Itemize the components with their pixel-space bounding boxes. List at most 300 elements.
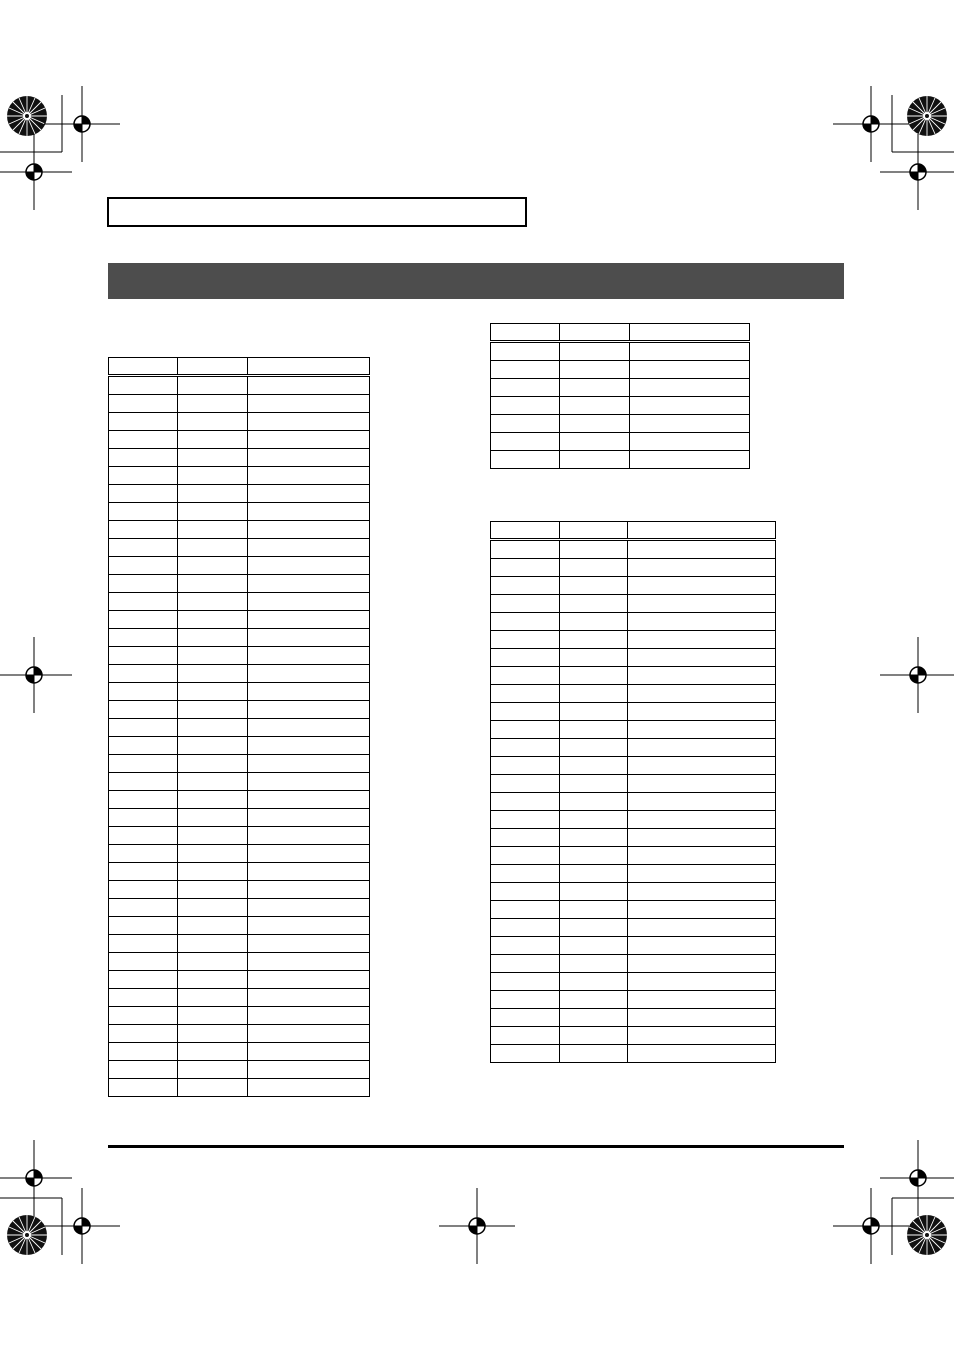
table-row [491,685,776,703]
left-data-table [108,357,370,1097]
table-row [109,809,370,827]
table-row [491,540,776,559]
table-cell [560,559,628,577]
table-cell [178,413,248,431]
table-cell [248,376,370,395]
table-cell [178,701,248,719]
table-cell [491,793,560,811]
table-cell [178,503,248,521]
table-cell [248,953,370,971]
table-cell [178,827,248,845]
table-cell [560,847,628,865]
table-cell [178,1025,248,1043]
table-cell [178,917,248,935]
table-cell [178,935,248,953]
table-cell [248,701,370,719]
table-header-cell [628,522,776,540]
table-header-cell [491,324,560,342]
table-cell [248,395,370,413]
table-cell [178,989,248,1007]
table-cell [248,845,370,863]
table-cell [560,739,628,757]
table-cell [491,973,560,991]
table-row [491,1045,776,1063]
table-row [491,757,776,775]
table-row [109,881,370,899]
table-cell [628,703,776,721]
table-row [491,361,750,379]
table-cell [628,991,776,1009]
table-cell [248,719,370,737]
table-cell [178,431,248,449]
table-cell [491,649,560,667]
table-cell [491,865,560,883]
table-cell [491,757,560,775]
table-row [491,793,776,811]
table-row [109,1025,370,1043]
table-header-cell [248,358,370,376]
table-cell [560,685,628,703]
table-cell [178,881,248,899]
table-cell [248,1007,370,1025]
table-cell [248,1079,370,1097]
table-cell [178,395,248,413]
table-cell [560,937,628,955]
table-cell [560,775,628,793]
table-cell [178,1043,248,1061]
table-row [109,521,370,539]
table-cell [178,1061,248,1079]
table-cell [560,865,628,883]
table-cell [491,631,560,649]
table-row [491,559,776,577]
table-cell [491,595,560,613]
table-cell [630,397,750,415]
table-cell [628,973,776,991]
table-row [109,683,370,701]
table-row [491,703,776,721]
table-row [491,811,776,829]
table-cell [109,521,178,539]
table-row [491,415,750,433]
table-cell [560,379,630,397]
table-cell [178,665,248,683]
table-cell [109,665,178,683]
table-cell [109,827,178,845]
table-row [491,865,776,883]
table-row [491,1009,776,1027]
table-cell [628,937,776,955]
table-cell [178,539,248,557]
table-cell [491,901,560,919]
table-cell [560,883,628,901]
table-row [109,791,370,809]
table-cell [560,829,628,847]
table-cell [248,665,370,683]
table-cell [560,973,628,991]
table-cell [109,899,178,917]
table-cell [248,917,370,935]
table-cell [109,791,178,809]
table-row [491,919,776,937]
table-cell [178,611,248,629]
table-cell [178,971,248,989]
table-row [491,1027,776,1045]
table-cell [178,593,248,611]
table-cell [178,953,248,971]
table-row [109,665,370,683]
table-cell [178,485,248,503]
table-header-cell [109,358,178,376]
table-cell [630,451,750,469]
table-cell [248,539,370,557]
table-row [491,721,776,739]
table-row [491,577,776,595]
table-cell [109,593,178,611]
table-cell [560,703,628,721]
table-cell [491,342,560,361]
table-row [491,955,776,973]
table-row [491,991,776,1009]
table-row [109,1043,370,1061]
table-cell [109,935,178,953]
table-cell [560,415,630,433]
table-row [491,901,776,919]
table-cell [178,467,248,485]
table-row [109,376,370,395]
table-cell [109,376,178,395]
table-row [109,629,370,647]
table-cell [248,503,370,521]
table-cell [628,847,776,865]
table-cell [109,1025,178,1043]
table-cell [109,683,178,701]
table-cell [109,647,178,665]
table-header-cell [491,522,560,540]
table-cell [109,971,178,989]
table-cell [630,379,750,397]
table-cell [248,863,370,881]
table-header-cell [178,358,248,376]
table-cell [178,629,248,647]
table-cell [109,719,178,737]
table-cell [491,883,560,901]
table-cell [491,361,560,379]
table-cell [178,755,248,773]
table-cell [248,485,370,503]
table-row [109,1079,370,1097]
table-cell [630,415,750,433]
table-cell [560,631,628,649]
table-cell [560,342,630,361]
table-cell [628,1027,776,1045]
table-cell [560,649,628,667]
table-row [109,1061,370,1079]
table-cell [560,397,630,415]
table-cell [248,971,370,989]
table-cell [248,557,370,575]
table-row [109,557,370,575]
table-cell [560,1027,628,1045]
table-cell [491,559,560,577]
table-cell [109,395,178,413]
table-cell [628,793,776,811]
table-cell [109,431,178,449]
table-row [491,595,776,613]
table-cell [248,413,370,431]
table-row [109,575,370,593]
table-header-row [491,324,750,342]
table-cell [109,413,178,431]
table-cell [628,955,776,973]
table-cell [178,1079,248,1097]
table-cell [560,757,628,775]
table-cell [109,1007,178,1025]
table-cell [109,701,178,719]
table-cell [178,737,248,755]
table-cell [560,1045,628,1063]
table-cell [628,721,776,739]
table-cell [560,595,628,613]
table-cell [628,649,776,667]
table-cell [109,539,178,557]
chapter-header-box [107,197,527,227]
table-cell [491,937,560,955]
table-cell [491,721,560,739]
table-cell [109,773,178,791]
table-cell [560,667,628,685]
table-cell [109,917,178,935]
table-row [109,719,370,737]
table-cell [248,629,370,647]
table-row [491,379,750,397]
table-cell [630,433,750,451]
table-cell [628,757,776,775]
table-row [109,701,370,719]
table-cell [560,901,628,919]
table-row [491,883,776,901]
table-cell [109,557,178,575]
table-cell [560,793,628,811]
section-title-bar [108,263,844,299]
table-cell [178,449,248,467]
table-cell [248,899,370,917]
table-cell [491,685,560,703]
table-cell [248,791,370,809]
table-cell [628,775,776,793]
table-cell [491,379,560,397]
table-cell [560,540,628,559]
table-cell [560,991,628,1009]
table-cell [628,540,776,559]
table-cell [248,521,370,539]
table-row [491,342,750,361]
table-cell [248,611,370,629]
table-row [491,631,776,649]
table-row [491,937,776,955]
table-cell [109,1061,178,1079]
table-cell [491,829,560,847]
table-cell [628,865,776,883]
table-row [491,433,750,451]
table-cell [109,503,178,521]
table-row [109,647,370,665]
table-cell [178,791,248,809]
table-row [109,593,370,611]
table-cell [628,667,776,685]
table-cell [178,773,248,791]
table-cell [630,342,750,361]
table-cell [109,881,178,899]
table-cell [628,631,776,649]
footer-rule [108,1145,844,1148]
table-row [109,899,370,917]
table-cell [628,1009,776,1027]
table-cell [109,863,178,881]
table-cell [178,1007,248,1025]
table-row [109,539,370,557]
table-cell [248,1025,370,1043]
table-cell [109,989,178,1007]
table-cell [491,955,560,973]
table-row [109,413,370,431]
table-cell [628,577,776,595]
table-cell [109,629,178,647]
table-cell [628,613,776,631]
table-cell [560,955,628,973]
table-cell [491,847,560,865]
table-cell [628,883,776,901]
table-cell [628,739,776,757]
table-cell [491,1045,560,1063]
table-row [109,773,370,791]
table-cell [628,901,776,919]
table-cell [491,1009,560,1027]
table-cell [560,811,628,829]
table-cell [178,521,248,539]
table-row [491,847,776,865]
table-cell [491,397,560,415]
table-cell [491,739,560,757]
table-row [109,1007,370,1025]
table-cell [109,1043,178,1061]
table-row [491,775,776,793]
table-cell [630,361,750,379]
table-cell [491,703,560,721]
table-cell [109,467,178,485]
table-row [109,467,370,485]
table-cell [248,809,370,827]
table-cell [178,647,248,665]
table-cell [628,685,776,703]
table-row [109,611,370,629]
table-cell [109,809,178,827]
table-row [491,973,776,991]
table-cell [491,811,560,829]
table-cell [248,683,370,701]
table-cell [560,721,628,739]
table-row [109,917,370,935]
table-row [109,989,370,1007]
table-cell [248,737,370,755]
table-cell [560,1009,628,1027]
table-cell [628,829,776,847]
table-row [491,829,776,847]
table-header-cell [560,324,630,342]
table-cell [491,991,560,1009]
table-cell [248,449,370,467]
bottom-right-data-table [490,521,776,1063]
table-header-row [109,358,370,376]
table-cell [560,613,628,631]
table-cell [628,919,776,937]
table-cell [248,431,370,449]
table-cell [248,827,370,845]
table-cell [248,935,370,953]
table-cell [109,611,178,629]
table-header-cell [630,324,750,342]
table-cell [560,451,630,469]
table-cell [560,433,630,451]
table-cell [178,376,248,395]
table-cell [491,919,560,937]
table-cell [628,559,776,577]
table-header-row [491,522,776,540]
table-cell [248,575,370,593]
table-cell [491,540,560,559]
table-row [109,935,370,953]
table-cell [109,755,178,773]
table-cell [248,1043,370,1061]
table-cell [109,1079,178,1097]
table-row [491,397,750,415]
table-cell [491,433,560,451]
table-row [109,503,370,521]
table-cell [178,719,248,737]
table-cell [178,575,248,593]
table-cell [560,919,628,937]
table-cell [109,737,178,755]
table-row [109,845,370,863]
table-row [109,755,370,773]
table-cell [248,755,370,773]
table-cell [248,647,370,665]
table-cell [248,989,370,1007]
table-row [491,739,776,757]
table-cell [491,775,560,793]
table-cell [178,863,248,881]
table-cell [109,485,178,503]
table-cell [248,593,370,611]
table-cell [178,683,248,701]
table-cell [248,881,370,899]
table-row [109,953,370,971]
table-cell [178,809,248,827]
table-cell [248,773,370,791]
table-row [491,649,776,667]
table-cell [248,1061,370,1079]
table-cell [109,845,178,863]
table-cell [248,467,370,485]
table-cell [491,667,560,685]
table-cell [491,1027,560,1045]
table-row [491,613,776,631]
table-row [109,863,370,881]
table-cell [178,557,248,575]
table-cell [109,575,178,593]
table-row [109,737,370,755]
table-cell [628,595,776,613]
